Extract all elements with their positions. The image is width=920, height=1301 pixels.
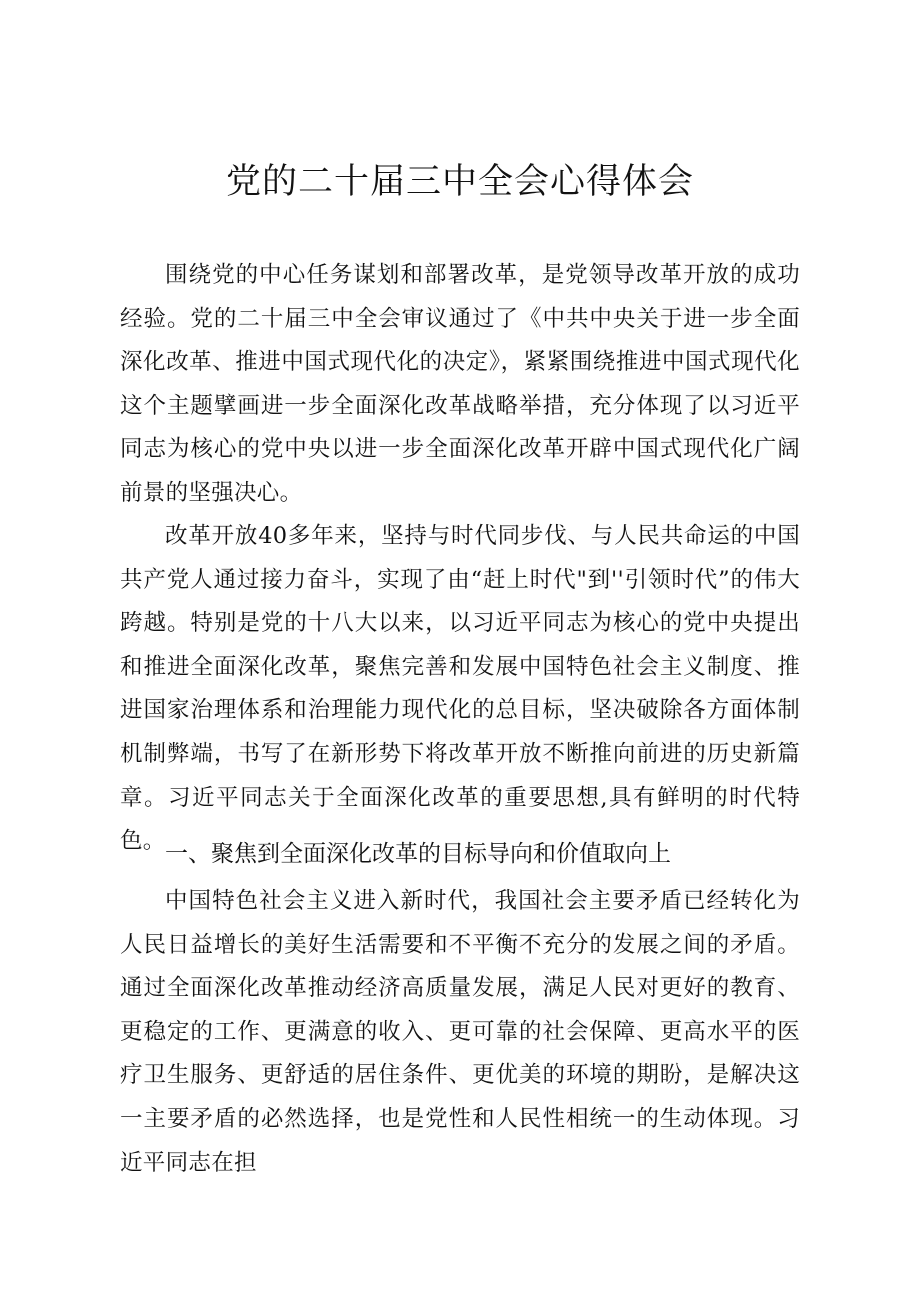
paragraph-section-one: 中国特色社会主义进入新时代，我国社会主要矛盾已经转化为人民日益增长的美好生活需要和不平衡不充分的发展之间的矛盾。通过全面深化改革推动经济高质量发展，满足人民对更好的教育、更稳定的工作、更满意的收入、更可靠的社会保障、更高水平的医疗卫生服务、更舒适的居住条件、更优美的环境的期盼，是解决这一主要矛盾的必然选择，也是党性和人民性相统一的生动体现。习近平同志在担: [120, 888, 800, 1176]
section-heading-one: 一、聚焦到全面深化改革的目标导向和价值取向上: [165, 841, 671, 867]
paragraph-intro: 围绕党的中心任务谋划和部署改革，是党领导改革开放的成功经验。党的二十届三中全会审议通过了《中共中央关于进一步全面深化改革、推进中国式现代化的决定》，紧紧围绕推进中国式现代化这个主题擘画进一步全面深化改革战略举措，充分体现了以习近平同志为核心的党中央以进一步全面深化改革开辟中国式现代化广阔前景的坚强决心。: [120, 262, 800, 506]
paragraph-reform-history: 改革开放40多年来，坚持与时代同步伐、与人民共命运的中国共产党人通过接力奋斗，实现了由“赶上时代"到''引领时代”的伟大跨越。特别是党的十八大以来，以习近平同志为核心的党中央提出和推进全面深化改革，聚焦完善和发展中国特色社会主义制度、推进国家治理体系和治理能力现代化的总目标，坚决破除各方面体制机制弊端，书写了在新形势下将改革开放不断推向前进的历史新篇章。习近平同志关于全面深化改革的重要思想,具有鲜明的时代特色。: [120, 523, 800, 855]
document-title: 党的二十届三中全会心得体会: [225, 162, 694, 202]
